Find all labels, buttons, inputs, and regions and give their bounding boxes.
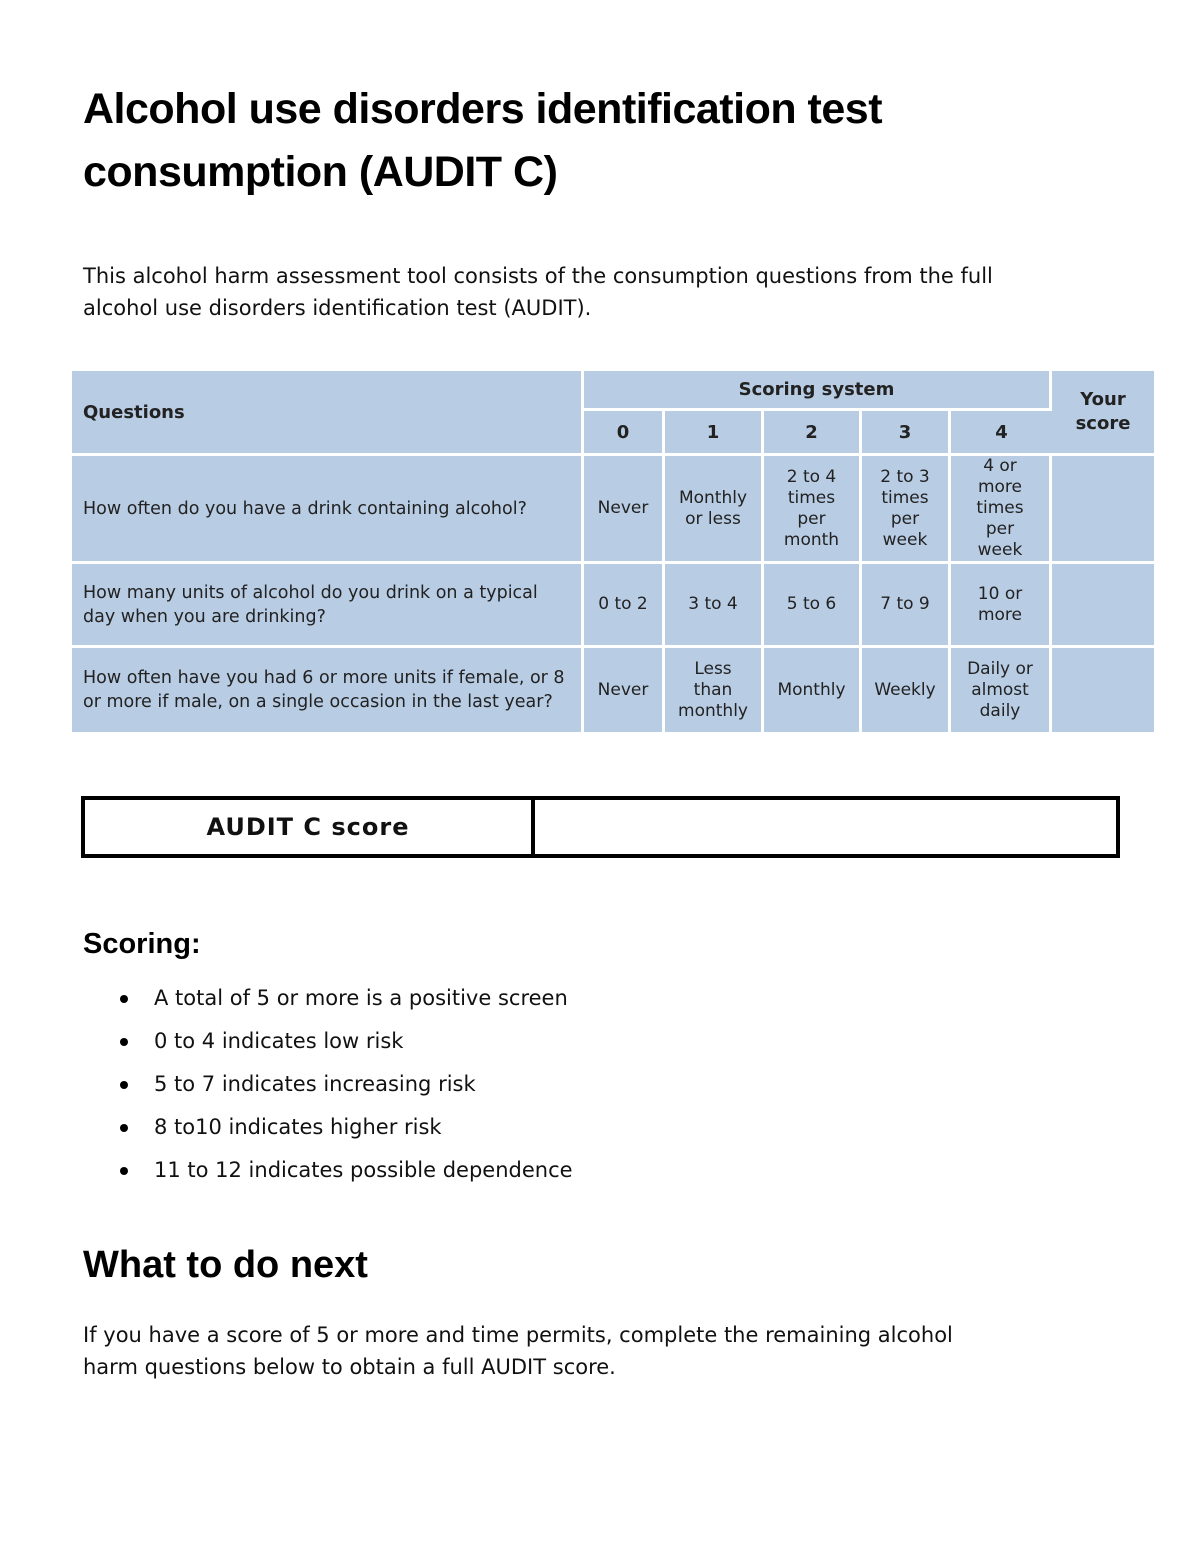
audit-c-score-label: AUDIT C score [85,800,535,854]
answer-text: month [783,529,840,550]
questions-header: Questions [72,371,584,456]
your-score-cell-2[interactable] [1052,564,1154,648]
answer-cell [951,456,1052,564]
answer-text: almost [971,679,1029,700]
list-item [120,1021,573,1064]
scoring-heading: Scoring: [83,928,201,960]
bullet-icon [120,1124,128,1132]
title-line-2: consumption (AUDIT C) [83,148,558,196]
list-item-text: 11 to 12 indicates possible dependence [154,1158,573,1182]
answer-text: times [976,498,1024,518]
scoring-list [120,978,573,1193]
bullet-icon [120,1081,128,1089]
answer-text: 0 to 2 [598,594,648,614]
answer-cell [665,456,764,564]
answer-text: 10 or [977,583,1023,604]
score-4-header: 4 [951,411,1052,456]
scoring-system-header: Scoring system [584,371,1052,411]
your-score-cell-1[interactable] [1052,456,1154,564]
page-title [83,78,1123,204]
answer-text: 4 or [983,456,1017,476]
score-0-header: 0 [584,411,665,456]
your-score-header-line-2: score [1075,413,1131,434]
list-item [120,1150,573,1193]
bullet-icon [120,1167,128,1175]
answer-cell [584,564,665,648]
answer-text: per [985,519,1015,539]
answer-cell [584,456,665,564]
answer-text: times [881,487,929,508]
question-3: How often have you had 6 or more units if female, or 8 or more if male, on a single occasion in the last year? [72,648,584,732]
list-item [120,978,573,1021]
answer-cell [862,456,951,564]
bullet-icon [120,995,128,1003]
answer-text: per [890,508,920,529]
intro-line-1: This alcohol harm assessment tool consists of the consumption questions from the full [83,264,993,288]
answer-text: Monthly [678,487,748,508]
answer-cell [951,648,1052,732]
score-3-header: 3 [862,411,951,456]
answer-text: or less [685,508,741,529]
answer-text: 2 to 3 [880,466,930,487]
bullet-icon [120,1038,128,1046]
title-line-1: Alcohol use disorders identification test [83,85,883,133]
answer-text: Monthly [777,679,846,700]
answer-cell [665,648,764,732]
answer-text: 7 to 9 [880,594,930,614]
answer-text: more [977,477,1023,497]
audit-c-score-box [81,796,1120,858]
question-2: How many units of alcohol do you drink on a typical day when you are drinking? [72,564,584,648]
answer-text: Daily or [967,658,1033,679]
answer-text: monthly [678,700,748,721]
table-header-row [72,371,1154,411]
score-2-header: 2 [764,411,862,456]
answer-text: 3 to 4 [688,594,738,614]
table-row [72,648,1154,732]
answer-text: Never [597,498,649,518]
intro-line-2: alcohol use disorders identification test (AUDIT). [83,296,592,320]
answer-cell [665,564,764,648]
audit-c-table [72,371,1154,732]
your-score-header [1052,371,1154,456]
answer-text: daily [979,700,1021,721]
answer-cell [951,564,1052,648]
your-score-header-line-1: Your [1080,389,1126,410]
audit-c-score-field[interactable] [535,800,1116,854]
answer-text: 2 to 4 [786,466,837,487]
answer-text: than [693,679,733,700]
your-score-cell-3[interactable] [1052,648,1154,732]
list-item-text: 8 to10 indicates higher risk [154,1115,442,1139]
answer-text: Weekly [874,679,936,700]
list-item-text: 0 to 4 indicates low risk [154,1029,404,1053]
answer-text: more [977,604,1023,625]
table-row [72,456,1154,564]
intro-paragraph [83,260,1143,324]
list-item [120,1107,573,1150]
question-1: How often do you have a drink containing alcohol? [72,456,584,564]
next-line-2: harm questions below to obtain a full AUDIT score. [83,1355,616,1379]
table-row [72,564,1154,648]
list-item-text: A total of 5 or more is a positive screen [154,986,568,1010]
answer-text: per [797,508,826,529]
list-item-text: 5 to 7 indicates increasing risk [154,1072,476,1096]
what-to-do-next-paragraph [83,1319,1143,1383]
answer-cell [584,648,665,732]
answer-cell [862,648,951,732]
answer-cell [764,648,862,732]
answer-text: week [882,529,928,550]
answer-text: week [977,540,1023,560]
answer-cell [764,456,862,564]
answer-text: 5 to 6 [786,594,837,614]
score-1-header: 1 [665,411,764,456]
answer-cell [764,564,862,648]
answer-text: Never [597,679,649,700]
list-item [120,1064,573,1107]
answer-text: Less [694,658,732,679]
what-to-do-next-heading: What to do next [83,1244,368,1286]
answer-text: times [787,487,836,508]
answer-cell [862,564,951,648]
next-line-1: If you have a score of 5 or more and time permits, complete the remaining alcohol [83,1323,953,1347]
